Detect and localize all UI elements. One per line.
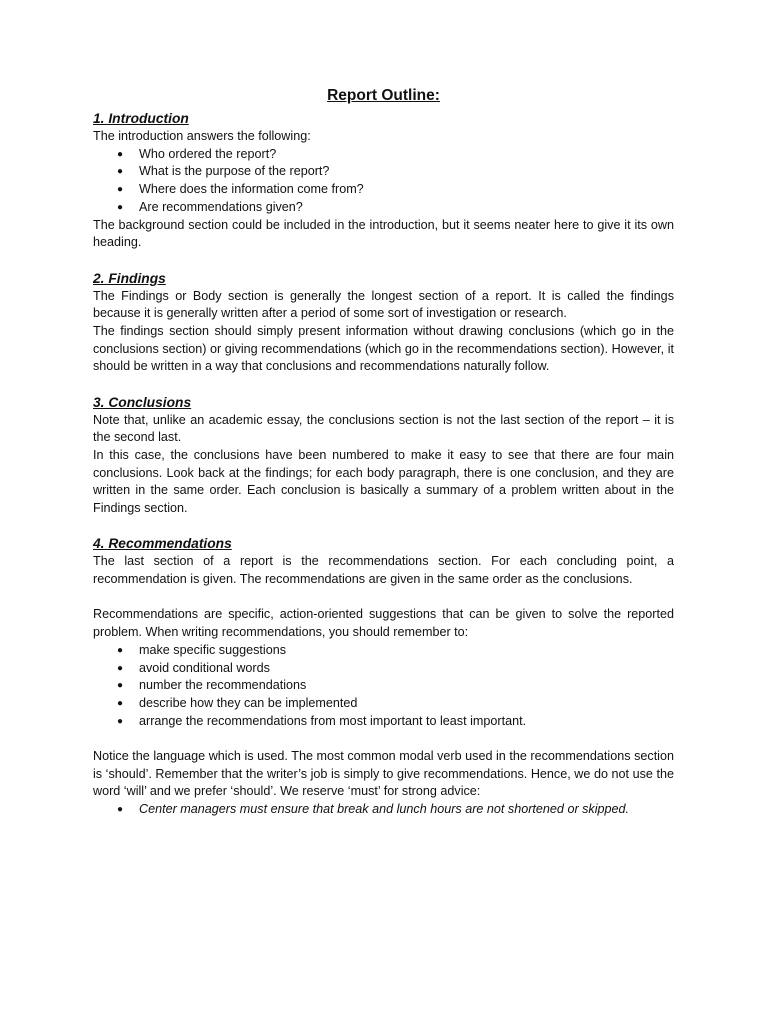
list-item — [117, 660, 674, 678]
example-bullet-list — [93, 801, 674, 819]
section-findings — [93, 270, 674, 377]
section-heading: 3. Conclusions — [93, 394, 192, 410]
paragraph: The findings section should simply present information without drawing conclusions (which go in the conclusions section) or giving recommendations (which go in the recommendations section). However, it should be written in a way that conclusions and recommendations naturally follow. — [93, 323, 674, 374]
list-item-text: Where does the information come from? — [139, 182, 364, 197]
paragraph: The last section of a report is the recommendations section. For each concluding point, a recommendation is given. The recommendations are given in the same order as the conclusions. — [93, 554, 674, 587]
bullet-icon: ● — [117, 148, 124, 160]
list-item — [117, 695, 674, 713]
list-item-text: Who ordered the report? — [139, 146, 277, 161]
spacer — [93, 589, 674, 607]
section-conclusions — [93, 394, 674, 518]
paragraph: Recommendations are specific, action-oriented suggestions that can be given to solve the reported problem. When writing recommendations, you should remember to: — [93, 607, 674, 640]
paragraph: Notice the language which is used. The most common modal verb used in the recommendations section is ‘should’. Remember that the writer’s job is simply to give recommendations. Hence, we do not use the word ‘will’ and we prefer ‘should’. We reserve ‘must’ for strong advice: — [93, 748, 674, 799]
spacer — [93, 730, 674, 748]
bullet-icon: ● — [117, 644, 124, 656]
paragraph: The Findings or Body section is generally the longest section of a report. It is called the findings because it is generally written after a period of some sort of investigation or research. — [93, 288, 674, 321]
section-heading: 2. Findings — [93, 270, 166, 286]
bullet-icon: ● — [117, 166, 124, 178]
spacer — [93, 376, 674, 394]
list-item-text: make specific suggestions — [139, 642, 286, 657]
list-item-text: Are recommendations given? — [139, 199, 303, 214]
spacer — [93, 518, 674, 536]
list-item-text: What is the purpose of the report? — [139, 164, 330, 179]
list-item — [117, 677, 674, 695]
list-item — [117, 181, 674, 199]
bullet-list — [93, 146, 674, 217]
bullet-icon: ● — [117, 715, 124, 727]
list-item — [117, 801, 674, 819]
bullet-icon: ● — [117, 680, 124, 692]
spacer — [93, 252, 674, 270]
paragraph: In this case, the conclusions have been numbered to make it easy to see that there are four main conclusions. Look back at the findings; for each body paragraph, there is one conclusion, and they are written in the same order. Each conclusion is basically a summary of a problem written about in the Findings section. — [93, 448, 674, 516]
document-title: Report Outline: — [327, 87, 440, 104]
bullet-list — [93, 642, 674, 731]
list-item-text: describe how they can be implemented — [139, 695, 358, 710]
bullet-icon: ● — [117, 184, 124, 196]
list-item — [117, 199, 674, 217]
paragraph: Note that, unlike an academic essay, the conclusions section is not the last section of the report – it is the second last. — [93, 412, 674, 445]
list-item-text: avoid conditional words — [139, 660, 270, 675]
section-heading: 4. Recommendations — [93, 536, 232, 552]
list-item-text: number the recommendations — [139, 678, 307, 693]
list-item-text: arrange the recommendations from most important to least important. — [139, 713, 527, 728]
section-recommendations — [93, 535, 674, 818]
list-item — [117, 713, 674, 731]
bullet-icon: ● — [117, 201, 124, 213]
bullet-icon: ● — [117, 804, 124, 816]
list-item — [117, 642, 674, 660]
document-page — [93, 86, 674, 819]
list-item — [117, 146, 674, 164]
section-introduction — [93, 110, 674, 252]
list-item-text: Center managers must ensure that break and lunch hours are not shortened or skipped. — [139, 802, 630, 817]
section-heading: 1. Introduction — [93, 111, 189, 126]
bullet-icon: ● — [117, 662, 124, 674]
bullet-icon: ● — [117, 697, 124, 709]
paragraph: The background section could be included in the introduction, but it seems neater here to give it its own heading. — [93, 217, 674, 250]
paragraph: The introduction answers the following: — [93, 129, 311, 143]
list-item — [117, 163, 674, 181]
